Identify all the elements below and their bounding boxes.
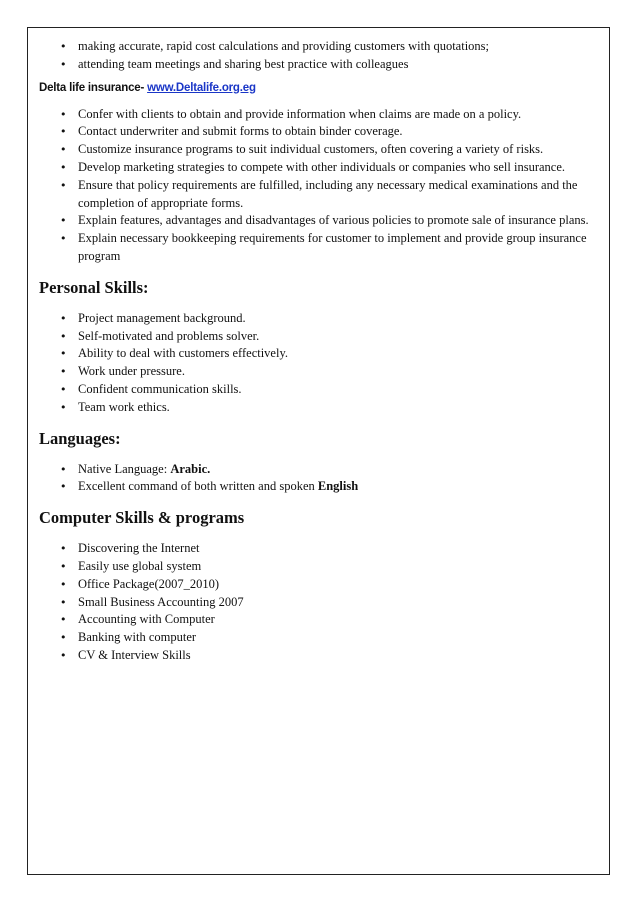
personal-skills-heading: Personal Skills:: [39, 277, 149, 297]
company-name: Delta life insurance-: [39, 81, 145, 94]
list-item: • Ensure that policy requirements are fulfilled, including any necessary medical examinations and the completion of appropriate forms.: [39, 177, 599, 213]
company-line: [39, 82, 599, 94]
page-border: [27, 27, 610, 875]
list-item: • Explain features, advantages and disadvantages of various policies to promote sale of insurance plans.: [39, 212, 599, 230]
second-language-value: English: [317, 479, 359, 494]
languages-heading: Languages:: [39, 428, 121, 448]
list-item: • Accounting with Computer: [39, 611, 599, 629]
list-item: • Banking with computer: [39, 629, 599, 647]
second-language-label: Excellent command of both written and spoken: [78, 479, 318, 494]
list-item: • CV & Interview Skills: [39, 647, 599, 665]
list-item: • Self-motivated and problems solver.: [39, 328, 599, 346]
list-item: • Discovering the Internet: [39, 540, 599, 558]
list-item: • Project management background.: [39, 310, 599, 328]
personal-skills-list: [39, 310, 599, 417]
list-item: • attending team meetings and sharing best practice with colleagues: [39, 56, 599, 74]
list-item: • Easily use global system: [39, 558, 599, 576]
list-item: • Develop marketing strategies to compete with other individuals or companies who sell insurance.: [39, 159, 599, 177]
list-item: • Work under pressure.: [39, 363, 599, 381]
list-item: • Small Business Accounting 2007: [39, 594, 599, 612]
list-item: • making accurate, rapid cost calculations and providing customers with quotations;: [39, 38, 599, 56]
native-language-label: Native Language:: [78, 461, 171, 476]
computer-skills-heading: Computer Skills & programs: [39, 508, 245, 528]
top-list: [39, 38, 599, 74]
company-link[interactable]: www.Deltalife.org.eg: [147, 81, 256, 94]
list-item: • Team work ethics.: [39, 399, 599, 417]
languages-list: [39, 461, 599, 497]
list-item: • Explain necessary bookkeeping requirements for customer to implement and provide group insurance program: [39, 230, 599, 266]
list-item: • Ability to deal with customers effectively.: [39, 345, 599, 363]
native-language-value: Arabic.: [170, 461, 211, 476]
list-item: • Contact underwriter and submit forms to obtain binder coverage.: [39, 123, 599, 141]
document-content: [39, 38, 599, 665]
computer-skills-list: [39, 540, 599, 665]
duties-list: [39, 106, 599, 266]
list-item: [39, 478, 599, 496]
list-item: • Office Package(2007_2010): [39, 576, 599, 594]
list-item: • Customize insurance programs to suit individual customers, often covering a variety of risks.: [39, 141, 599, 159]
list-item: • Confident communication skills.: [39, 381, 599, 399]
list-item: [39, 461, 599, 479]
list-item: • Confer with clients to obtain and provide information when claims are made on a policy.: [39, 106, 599, 124]
